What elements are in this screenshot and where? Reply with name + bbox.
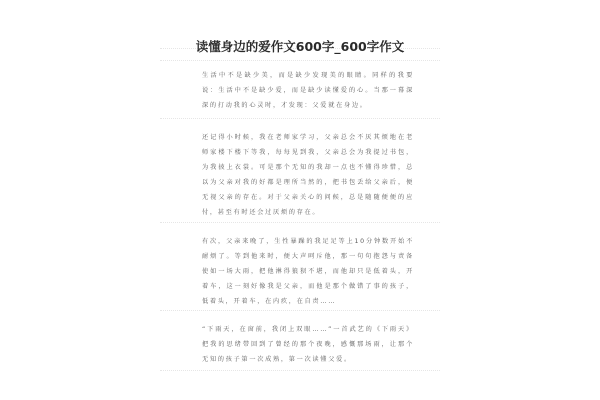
background-dot-line [160,222,440,223]
background-dot-line [160,60,440,61]
paragraph: 还记得小时候，我在老师家学习，父亲总会不厌其烦地在老师家楼下楼下等我，每每见到我，父亲总会为我提过书包，为我披上衣裳。可是那个无知的我却一点也不懂得珍惜，总以为父亲对我的好都是理所当然的，把书包丢给父亲后，便无视父亲的存在。对于父亲关心的问候，总是随随便便的应付，甚至有时还会过厌烦的存在。 [202,134,414,216]
page-title: 读懂身边的爱作文600字_600字作文 [195,39,405,54]
paragraph: 有次，父亲来晚了，生性暴躁的我足足等上10分钟数开始不耐烦了。等到他来时，便大声呵斥他，那一句句抱怨与责备使如一场大雨，把他淋得狼狈不堪，而他却只是低着头，开着车，这一刻好像我是父亲，而他是那个做错了事的孩子，低着头，开着车，在内疚，在自责…… [202,238,414,305]
paragraph: 生活中不是缺少美，而是缺少发现美的眼睛。同样的我要说：生活中不是缺少爱，而是缺少读懂爱的心。当那一幕深深的打动我的心灵时，才发现：父爱就在身边。 [202,72,414,109]
background-dot-line [160,118,440,119]
paragraph: “下雨天，在窗前，我闭上双眼……”一首武艺的《下雨天》把我的思绪带回到了曾经的那个夜晚，感慨那场雨，让那个无知的孩子第一次成熟，第一次读懂父爱。 [202,326,414,363]
background-dot-line [160,310,440,311]
background-dot-line [160,370,440,371]
